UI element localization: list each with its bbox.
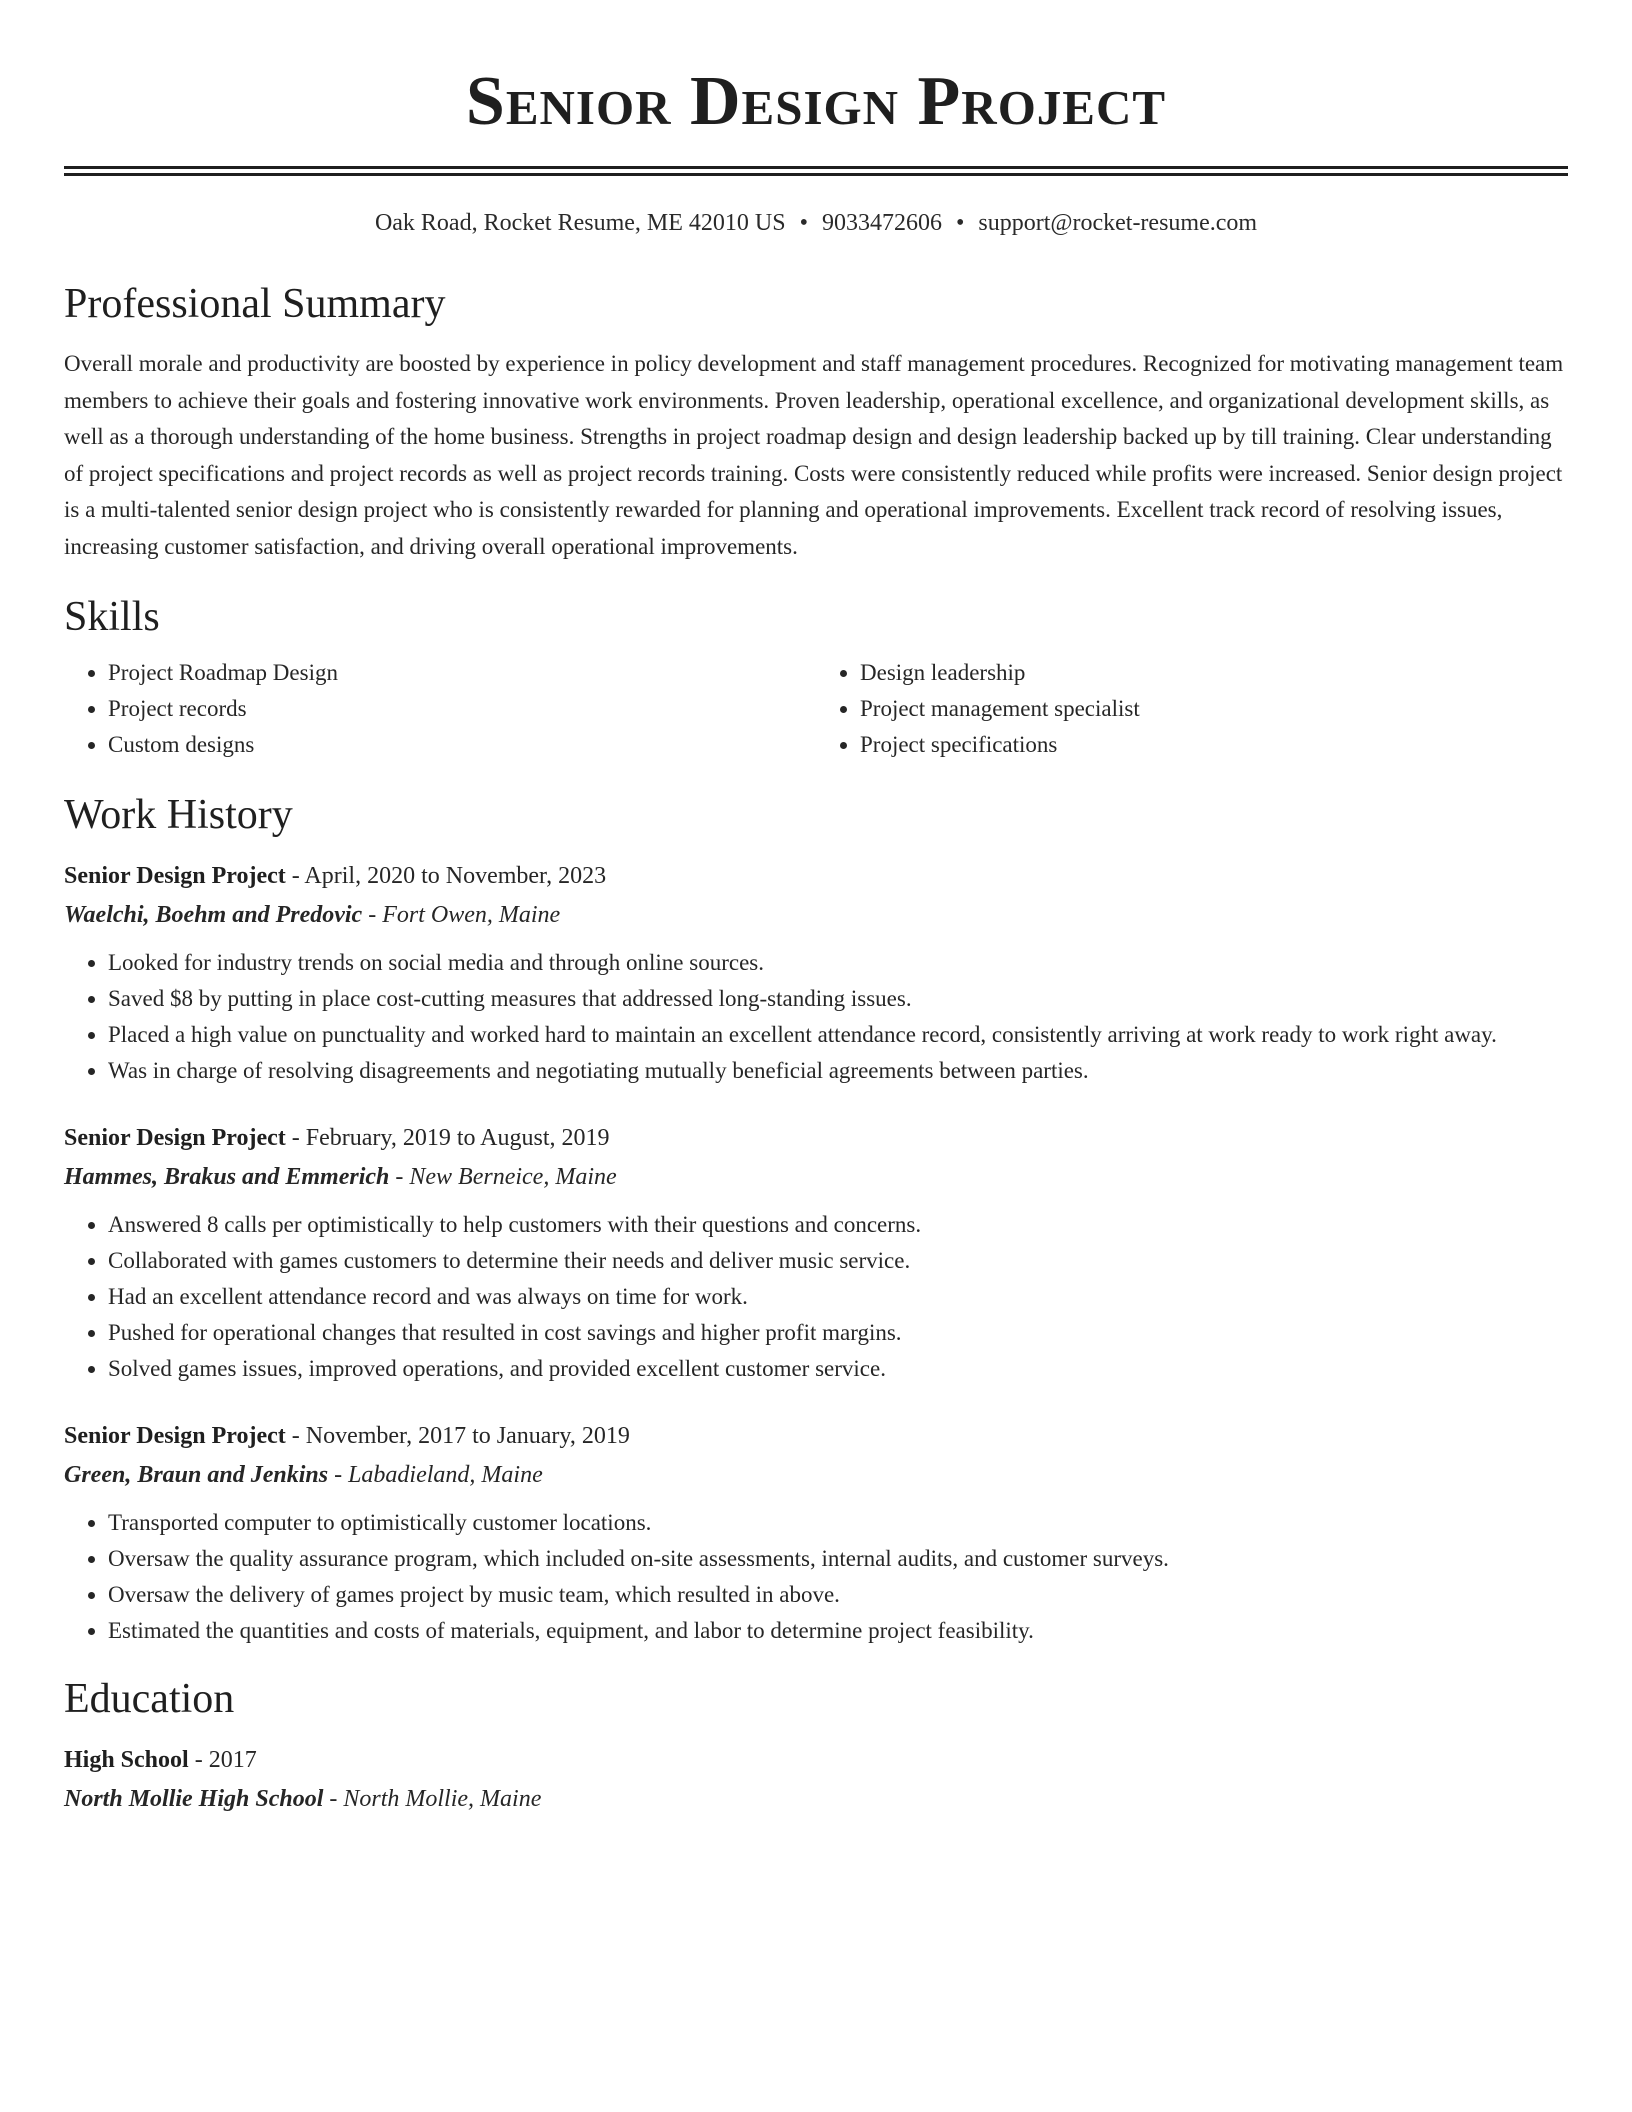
job-entry [64, 1417, 1568, 1649]
skill-item: • Project Roadmap Design [108, 655, 816, 691]
skills-heading: Skills [64, 594, 160, 640]
job-dates: - April, 2020 to November, 2023 [291, 863, 607, 889]
job-entry [64, 857, 1568, 1089]
job-bullet: • Was in charge of resolving disagreements and negotiating mutually beneficial agreements between parties. [108, 1053, 1568, 1089]
job-bullet: • Oversaw the quality assurance program, which included on-site assessments, internal audits, and customer surveys. [108, 1541, 1568, 1577]
job-company: Waelchi, Boehm and Predovic [64, 902, 363, 928]
resume-name: Senior Design Project [465, 63, 1167, 140]
contact-line [64, 206, 1568, 240]
job-entry [64, 1119, 1568, 1387]
skills-list [64, 655, 1568, 763]
job-company: Hammes, Brakus and Emmerich [64, 1164, 390, 1190]
skills-column-right [816, 655, 1568, 763]
job-position: Senior Design Project [64, 863, 286, 889]
summary-text: Overall morale and productivity are boosted by experience in policy development and staff management procedures. Recognized for motivating management team members to achieve their goals and fostering innovative work environments. Proven leadership, operational excellence, and organizational development skills, as well as a thorough understanding of the home business. Strengths in project roadmap design and design leadership backed up by till training. Clear understanding of project specifications and project records as well as project records training. Costs were consistently reduced while profits were increased. Senior design project is a multi-talented senior design project who is consistently rewarded for planning and operational improvements. Excellent track record of resolving issues, increasing customer satisfaction, and driving overall operational improvements. [64, 351, 1564, 559]
education-school: North Mollie High School [64, 1786, 324, 1812]
job-title-line [64, 1417, 1568, 1455]
job-bullet: • Placed a high value on punctuality and worked hard to maintain an excellent attendance record, consistently arriving at work ready to work right away. [108, 1017, 1568, 1053]
job-bullet: • Saved $8 by putting in place cost-cutting measures that addressed long-standing issues. [108, 981, 1568, 1017]
education-year: - 2017 [194, 1747, 257, 1773]
job-bullets [64, 1505, 1568, 1649]
job-bullet: • Collaborated with games customers to determine their needs and deliver music service. [108, 1243, 1568, 1279]
contact-separator: • [955, 210, 965, 236]
job-location: - Fort Owen, Maine [368, 902, 561, 928]
work-history-heading: Work History [64, 792, 293, 838]
skill-item: • Custom designs [108, 727, 816, 763]
contact-address: Oak Road, Rocket Resume, ME 42010 US [374, 210, 786, 236]
education-entry [64, 1741, 1568, 1819]
job-bullet: • Pushed for operational changes that resulted in cost savings and higher profit margins. [108, 1315, 1568, 1351]
education-location: - North Mollie, Maine [329, 1786, 542, 1812]
job-title-line [64, 1119, 1568, 1157]
job-company-line [64, 1455, 1568, 1495]
job-company: Green, Braun and Jenkins [64, 1462, 329, 1488]
skill-item: • Project records [108, 691, 816, 727]
education-degree-line [64, 1741, 1568, 1779]
job-company-line [64, 1157, 1568, 1197]
job-bullet: • Solved games issues, improved operations, and provided excellent customer service. [108, 1351, 1568, 1387]
education-degree: High School [64, 1747, 189, 1773]
contact-phone[interactable]: 9033472606 [821, 210, 942, 236]
skill-item: • Project management specialist [860, 691, 1568, 727]
job-bullet: • Had an excellent attendance record and was always on time for work. [108, 1279, 1568, 1315]
job-position: Senior Design Project [64, 1423, 286, 1449]
contact-separator: • [799, 210, 808, 236]
job-bullet: • Transported computer to optimistically customer locations. [108, 1505, 1568, 1541]
job-bullets [64, 1207, 1568, 1387]
job-bullets [64, 945, 1568, 1089]
education-heading: Education [64, 1676, 235, 1722]
job-dates: - February, 2019 to August, 2019 [291, 1125, 610, 1151]
skill-item: • Design leadership [860, 655, 1568, 691]
job-position: Senior Design Project [64, 1125, 286, 1151]
job-location: - New Berneice, Maine [395, 1164, 617, 1190]
job-location: - Labadieland, Maine [334, 1462, 543, 1488]
skill-item: • Project specifications [860, 727, 1568, 763]
header-divider [64, 166, 1568, 176]
education-school-line [64, 1779, 1568, 1819]
job-bullet: • Oversaw the delivery of games project by music team, which resulted in above. [108, 1577, 1568, 1613]
summary-heading: Professional Summary [64, 281, 446, 327]
skills-column-left [64, 655, 816, 763]
job-dates: - November, 2017 to January, 2019 [291, 1423, 630, 1449]
job-title-line [64, 857, 1568, 895]
contact-email[interactable]: support@rocket-resume.com [978, 210, 1258, 236]
job-bullet: • Looked for industry trends on social media and through online sources. [108, 945, 1568, 981]
job-company-line [64, 895, 1568, 935]
job-bullet: • Answered 8 calls per optimistically to help customers with their questions and concerns. [108, 1207, 1568, 1243]
job-bullet: • Estimated the quantities and costs of materials, equipment, and labor to determine project feasibility. [108, 1613, 1568, 1649]
